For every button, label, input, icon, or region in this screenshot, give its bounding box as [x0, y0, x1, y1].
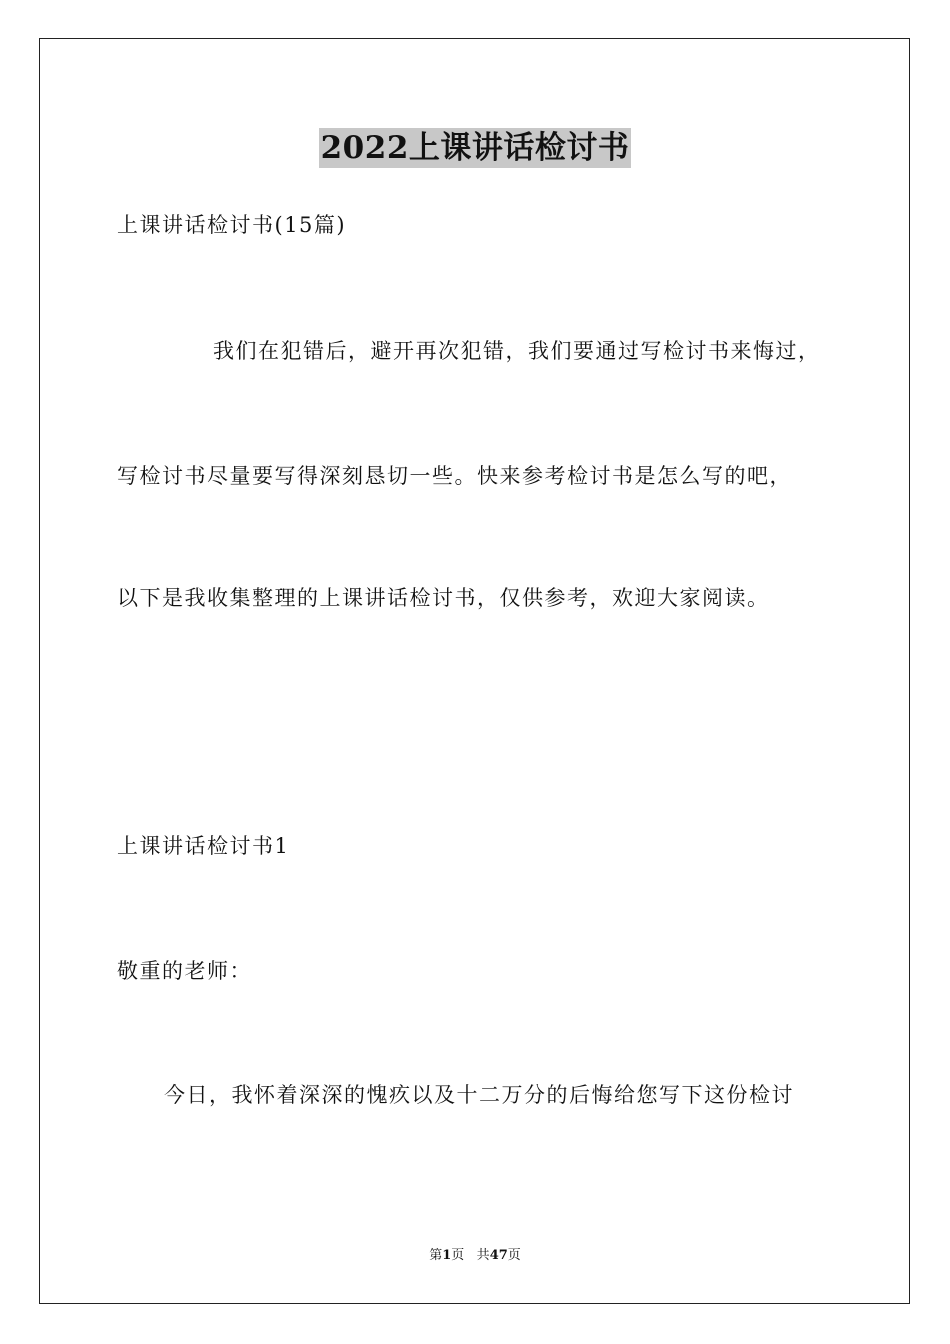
footer-total-prefix: 共 [476, 1248, 490, 1263]
body-paragraph-line: 今日，我怀着深深的愧疚以及十二万分的后悔给您写下这份检讨 [164, 1083, 794, 1107]
intro-line-2: 写检讨书尽量要写得深刻恳切一些。快来参考检讨书是怎么写的吧， [117, 464, 792, 488]
section-heading: 上课讲话检讨书1 [117, 834, 290, 858]
salutation: 敬重的老师： [117, 959, 252, 983]
page-footer [0, 1247, 950, 1265]
footer-total-pages: 47 [489, 1248, 508, 1263]
intro-line-1: 我们在犯错后，避开再次犯错，我们要通过写检讨书来悔过， [213, 339, 821, 363]
document-title: 2022上课讲话检讨书 [320, 130, 630, 166]
footer-page-suffix: 页 [451, 1248, 465, 1263]
footer-total-suffix: 页 [507, 1248, 521, 1263]
title-container [0, 128, 950, 168]
intro-line-3: 以下是我收集整理的上课讲话检讨书，仅供参考，欢迎大家阅读。 [117, 586, 770, 610]
document-subtitle: 上课讲话检讨书(15篇) [117, 213, 347, 237]
footer-page-prefix: 第 [429, 1248, 443, 1263]
footer-page-number: 1 [442, 1248, 452, 1263]
